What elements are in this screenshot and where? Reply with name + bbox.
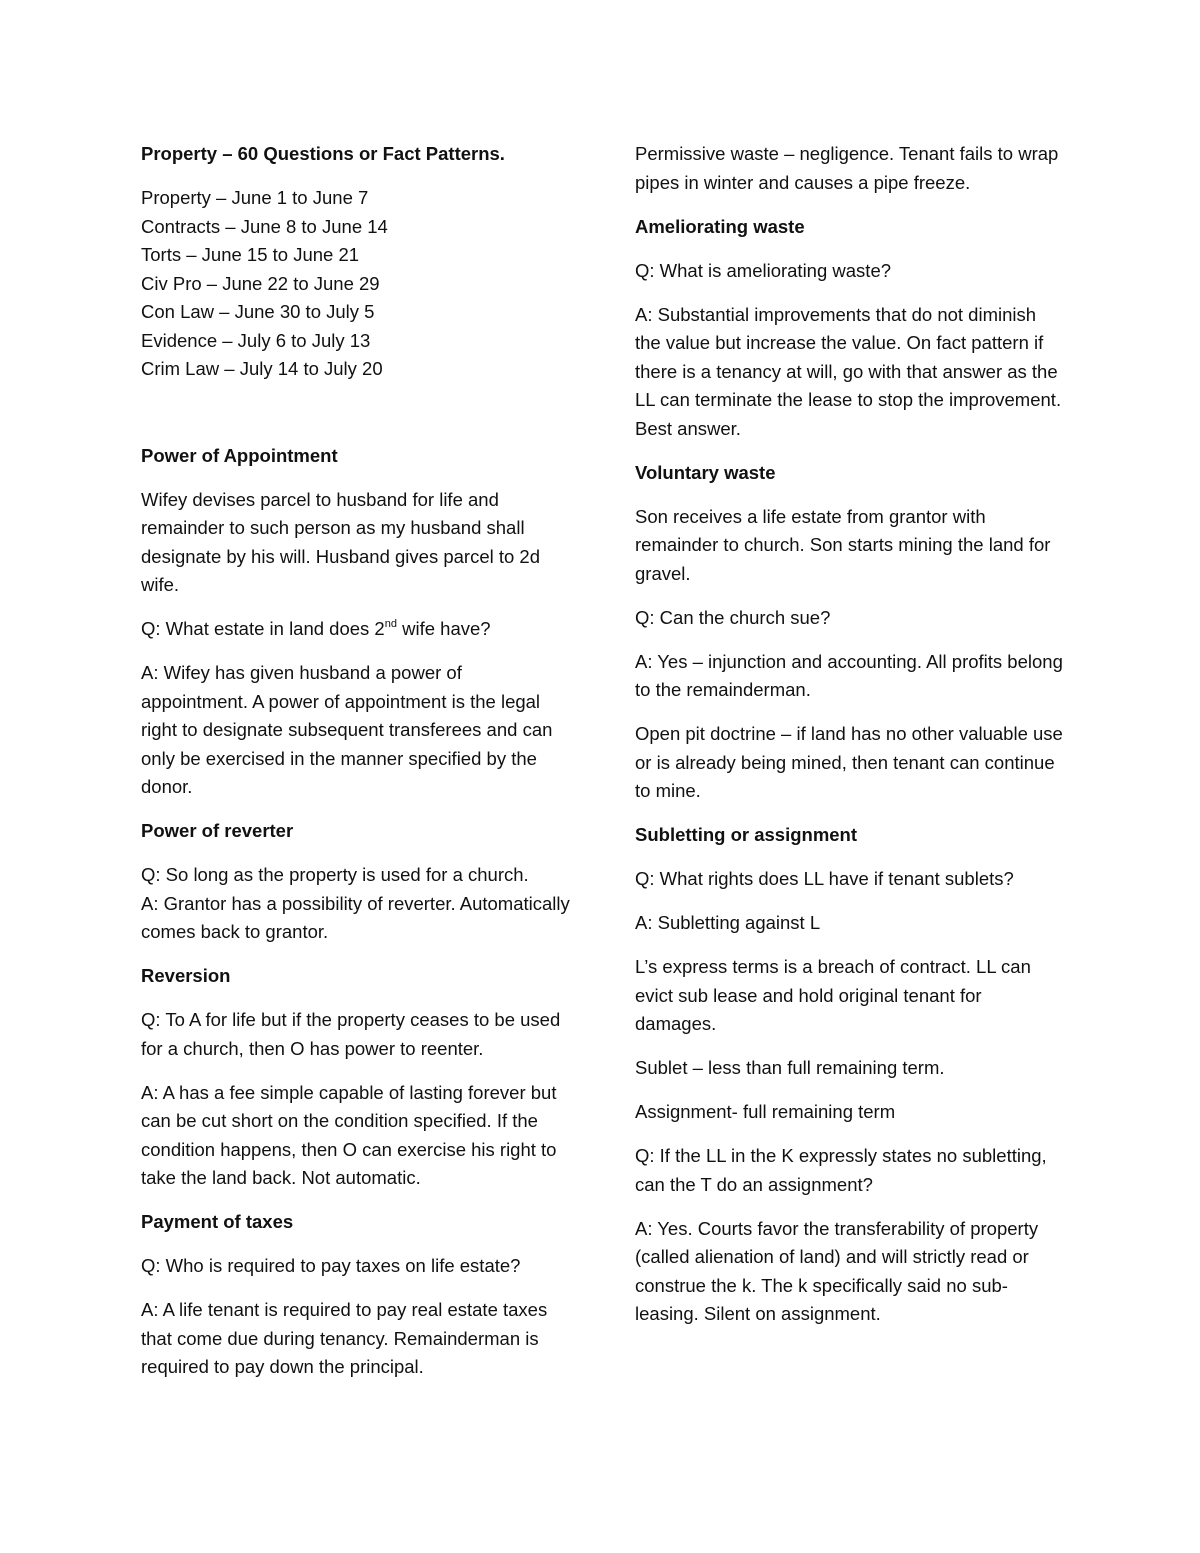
- section-heading-power-of-reverter: Power of reverter: [141, 820, 294, 841]
- answer: A: Grantor has a possibility of reverter. Automatically comes back to grantor.: [141, 892, 570, 942]
- fact-pattern: Son receives a life estate from grantor with remainder to church. Son starts mining the land for gravel.: [635, 505, 1051, 584]
- question: Q: If the LL in the K expressly states no subletting, can the T do an assignment?: [635, 1145, 1047, 1195]
- ordinal-suffix: nd: [384, 618, 397, 630]
- question: Q: Can the church sue?: [635, 606, 831, 628]
- answer: A: A life tenant is required to pay real estate taxes that come due during tenancy. Remainderman is required to pay down the principal.: [141, 1299, 548, 1377]
- section-heading-ameliorating-waste: Ameliorating waste: [635, 215, 805, 237]
- question: Q: To A for life but if the property ceases to be used for a church, then O has power to reenter.: [141, 1009, 561, 1059]
- section-heading-power-of-appointment: Power of Appointment: [141, 444, 338, 466]
- right-column: [635, 140, 1065, 1344]
- left-column: [141, 140, 571, 1397]
- schedule-item: Contracts – June 8 to June 14: [141, 215, 388, 237]
- sublet-definition: Sublet – less than full remaining term.: [635, 1057, 945, 1078]
- answer: A: Wifey has given husband a power of appointment. A power of appointment is the legal right to designate subsequent transferees and can only be exercised in the manner specified by the donor.: [141, 662, 553, 797]
- section-heading-subletting: Subletting or assignment: [635, 824, 858, 845]
- schedule-item: Evidence – July 6 to July 13: [141, 329, 371, 351]
- answer: A: Substantial improvements that do not diminish the value but increase the value. On fact pattern if there is a tenancy at will, go with that answer as the LL can terminate the lease to stop the improvement. Best answer.: [635, 303, 1062, 439]
- question: Q: Who is required to pay taxes on life estate?: [141, 1255, 521, 1276]
- question: Q: What is ameliorating waste?: [635, 259, 892, 281]
- schedule-item: Con Law – June 30 to July 5: [141, 301, 375, 322]
- schedule-item: Torts – June 15 to June 21: [141, 244, 360, 265]
- section-heading-voluntary-waste: Voluntary waste: [635, 461, 776, 483]
- study-schedule: [141, 184, 571, 384]
- answer: A: Yes – injunction and accounting. All profits belong to the remainderman.: [635, 650, 1063, 700]
- answer-continued: L’s express terms is a breach of contract. LL can evict sub lease and hold original tenant for damages.: [635, 956, 1031, 1034]
- question: [141, 615, 571, 644]
- document-title: Property – 60 Questions or Fact Patterns.: [141, 143, 505, 164]
- permissive-waste-note: Permissive waste – negligence. Tenant fails to wrap pipes in winter and causes a pipe freeze.: [635, 143, 1059, 193]
- answer: A: Subletting against L: [635, 912, 821, 933]
- section-heading-reversion: Reversion: [141, 965, 231, 986]
- schedule-item: Civ Pro – June 22 to June 29: [141, 272, 380, 294]
- assignment-definition: Assignment- full remaining term: [635, 1101, 896, 1122]
- question-text: Q: What estate in land does 2: [141, 618, 385, 639]
- section-heading-payment-of-taxes: Payment of taxes: [141, 1211, 294, 1232]
- answer: A: Yes. Courts favor the transferability of property (called alienation of land) and will strictly read or construe the k. The k specifically said no sub-leasing. Silent on assignment.: [635, 1217, 1039, 1324]
- question: Q: What rights does LL have if tenant sublets?: [635, 868, 1014, 889]
- open-pit-doctrine: Open pit doctrine – if land has no other valuable use or is already being mined, then tenant can continue to mine.: [635, 723, 1063, 801]
- question-text-end: wife have?: [396, 618, 491, 639]
- answer: A: A has a fee simple capable of lasting forever but can be cut short on the condition specified. If the condition happens, then O can exercise his right to take the land back. Not automatic.: [141, 1081, 557, 1188]
- schedule-item: Property – June 1 to June 7: [141, 187, 369, 208]
- fact-pattern: Wifey devises parcel to husband for life and remainder to such person as my husband shall designate by his will. Husband gives parcel to 2d wife.: [141, 488, 541, 595]
- question: Q: So long as the property is used for a church.: [141, 864, 529, 885]
- schedule-item: Crim Law – July 14 to July 20: [141, 358, 383, 379]
